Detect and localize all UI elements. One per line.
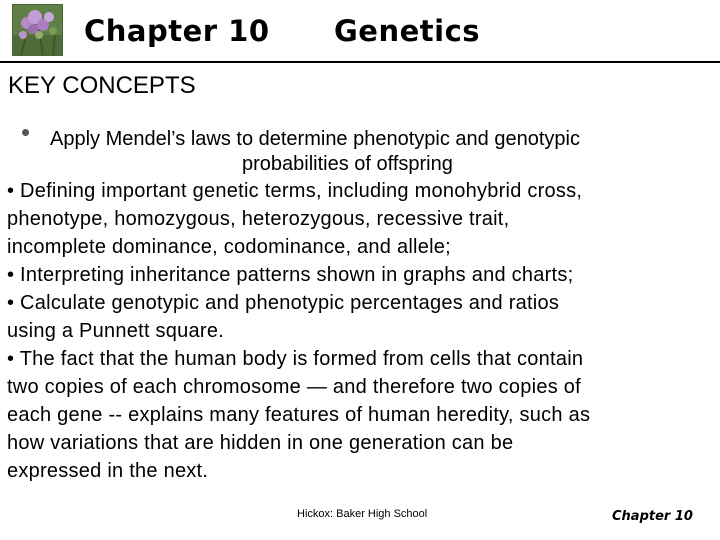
chapter-title: Chapter 10: [84, 14, 270, 48]
body-line: expressed in the next.: [7, 460, 209, 482]
footer-chapter: Chapter 10: [612, 509, 693, 524]
body-line: • Interpreting inheritance patterns shown in graphs and charts;: [7, 264, 574, 286]
first-bullet-line-1: Apply Mendel’s laws to determine phenotypic and genotypic: [50, 128, 580, 150]
flower-photo-icon: [12, 4, 63, 56]
body-line: using a Punnett square.: [7, 320, 225, 342]
body-line: how variations that are hidden in one generation can be: [7, 432, 514, 454]
bullet-dot-icon: •: [21, 117, 31, 147]
key-concepts-body: [7, 177, 707, 485]
body-line: incomplete dominance, codominance, and allele;: [7, 236, 451, 258]
body-line: • Calculate genotypic and phenotypic percentages and ratios: [7, 292, 560, 314]
body-line: • Defining important genetic terms, including monohybrid cross,: [7, 180, 583, 202]
section-heading: KEY CONCEPTS: [8, 72, 196, 99]
body-line: • The fact that the human body is formed from cells that contain: [7, 348, 584, 370]
first-bullet: [0, 117, 720, 181]
body-line: two copies of each chromosome — and therefore two copies of: [7, 376, 581, 398]
body-line: phenotype, homozygous, heterozygous, recessive trait,: [7, 208, 510, 230]
topic-title: Genetics: [334, 14, 481, 48]
header-divider: [0, 61, 720, 63]
body-line: each gene -- explains many features of human heredity, such as: [7, 404, 591, 426]
first-bullet-line-2: probabilities of offspring: [242, 153, 453, 175]
footer-credit: Hickox: Baker High School: [297, 508, 428, 520]
